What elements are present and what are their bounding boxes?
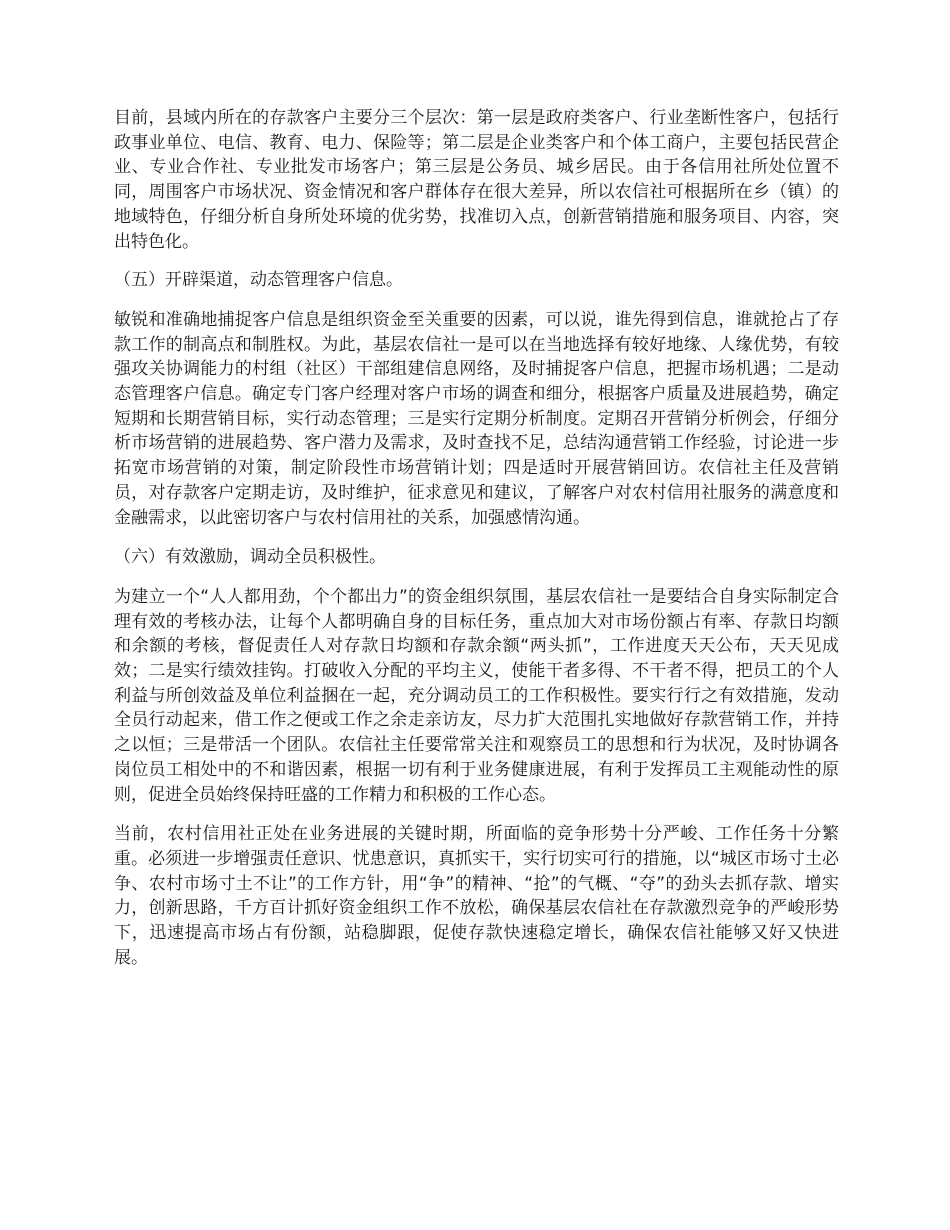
- section-heading-5: （五）开辟渠道，动态管理客户信息。: [114, 270, 403, 291]
- paragraph-conclusion: 当前，农村信用社正处在业务进展的关键时期，所面临的竞争形势十分严峻、工作任务十分繁重。必须进一步增强责任意识、忧患意识，真抓实干，实行切实可行的措施，以“城区市场寸土必争、农村市场寸土不让”的工作方针，用“争”的精神、“抢”的气概、“夺”的劲头去抓存款、增实力，创新思路，千方百计抓好资金组织工作不放松，确保基层农信社在存款激烈竞争的严峻形势下，迅速提高市场占有份额，站稳脚跟，促使存款快速稳定增长，确保农信社能够又好又快进展。: [114, 824, 839, 968]
- section-heading-6: （六）有效激励，调动全员积极性。: [114, 547, 386, 568]
- paragraph-incentives: 为建立一个“人人都用劲，个个都出力”的资金组织氛围，基层农信社一是要结合自身实际制定合理有效的考核办法，让每个人都明确自身的目标任务，重点加大对市场份额占有率、存款日均额和余额的考核，督促责任人对存款日均额和存款余额“两头抓”，工作进度天天公布，天天见成效；二是实行绩效挂钩。打破收入分配的平均主义，使能干者多得、不干者不得，把员工的个人利益与所创效益及单位利益捆在一起，充分调动员工的工作积极性。要实行行之有效措施，发动全员行动起来，借工作之便或工作之余走亲访友，尽力扩大范围扎实地做好存款营销工作，并持之以恒；三是带活一个团队。农信社主任要常常关注和观察员工的思想和行为状况，及时协调各岗位员工相处中的不和谐因素，根据一切有利于业务健康进展，有利于发挥员工主观能动性的原则，促进全员始终保持旺盛的工作精力和积极的工作心态。: [114, 586, 839, 805]
- paragraph-customer-tiers: 目前，县域内所在的存款客户主要分三个层次：第一层是政府类客户、行业垄断性客户，包括行政事业单位、电信、教育、电力、保险等；第二层是企业类客户和个体工商户，主要包括民营企业、专业合作社、专业批发市场客户；第三层是公务员、城乡居民。由于各信用社所处位置不同，周围客户市场状况、资金情况和客户群体存在很大差异，所以农信社可根据所在乡（镇）的地域特色，仔细分析自身所处环境的优劣势，找准切入点，创新营销措施和服务项目、内容，突出特色化。: [114, 108, 839, 252]
- paragraph-customer-info: 敏锐和准确地捕捉客户信息是组织资金至关重要的因素，可以说，谁先得到信息，谁就抢占了存款工作的制高点和制胜权。为此，基层农信社一是可以在当地选择有较好地缘、人缘优势，有较强攻关协调能力的村组（社区）干部组建信息网络，及时捕捉客户信息，把握市场机遇；二是动态管理客户信息。确定专门客户经理对客户市场的调查和细分，根据客户质量及进展趋势，确定短期和长期营销目标，实行动态管理；三是实行定期分析制度。定期召开营销分析例会，仔细分析市场营销的进展趋势、客户潜力及需求，及时查找不足，总结沟通营销工作经验，讨论进一步拓宽市场营销的对策，制定阶段性市场营销计划；四是适时开展营销回访。农信社主任及营销员，对存款客户定期走访，及时维护，征求意见和建议，了解客户对农村信用社服务的满意度和金融需求，以此密切客户与农村信用社的关系，加强感情沟通。: [114, 309, 839, 528]
- document-body: [114, 106, 839, 971]
